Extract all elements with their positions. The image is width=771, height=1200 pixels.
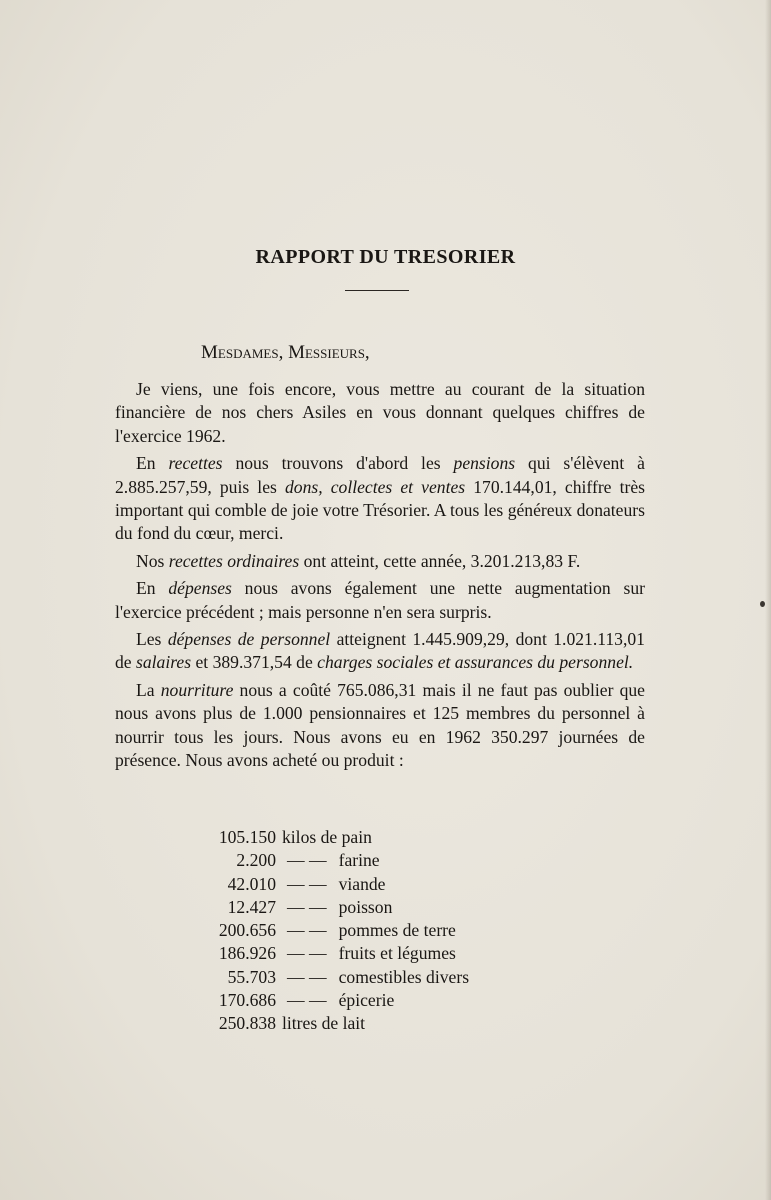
text-run: La <box>136 679 161 700</box>
page-title: RAPPORT DU TRESORIER <box>255 246 516 268</box>
paragraph <box>115 550 645 573</box>
ditto-marks: — — <box>287 920 327 941</box>
ditto-marks: — — <box>287 990 327 1011</box>
page-edge-shadow <box>765 0 771 1200</box>
quantity: 250.838 <box>218 1013 276 1034</box>
paragraph <box>115 679 645 773</box>
item-name: viande <box>338 873 386 894</box>
text-run: Les <box>136 629 168 650</box>
ink-speck <box>760 601 765 607</box>
item-name: fruits et légumes <box>338 943 456 964</box>
list-item <box>150 826 469 849</box>
unit-label: kilos de pain <box>282 827 372 847</box>
ditto-marks: — — <box>287 850 327 871</box>
paragraph <box>115 628 645 675</box>
italic-term: dépenses <box>168 578 232 599</box>
list-item <box>150 966 469 989</box>
text-run: atteignent 1.445.909,29, dont 1.021.113,01 de <box>115 629 645 673</box>
quantity: 200.656 <box>218 920 276 941</box>
item-name: comestibles divers <box>338 966 470 987</box>
italic-term: dépenses de personnel <box>167 629 331 650</box>
text-run: nous a coûté 765.086,31 mais il ne faut pas oublier que nous avons plus de 1.000 pensionnaires et 125 membres du personnel à nourrir tous les jours. Nous avons eu en 1962 350.297 journées de présence. Nous avons acheté ou produit : <box>115 679 645 771</box>
italic-term: nourriture <box>160 679 234 700</box>
text-run: ont atteint, cette année, 3.201.213,83 F. <box>299 550 581 571</box>
quantity: 2.200 <box>236 850 276 871</box>
item-name: épicerie <box>338 990 395 1011</box>
list-item <box>150 1012 469 1035</box>
paragraph <box>115 378 645 448</box>
text-run: Nos <box>136 550 169 571</box>
text-run: Je viens, une fois encore, vous mettre au courant de la situation financière de nos chers Asiles en vous donnant quelques chiffres de l'exercice 1962. <box>115 379 645 446</box>
text-run: 170.144,01, chiffre très important qui comble de joie votre Trésorier. A tous les généreux donateurs du fond du cœur, merci. <box>115 476 646 544</box>
italic-term: charges sociales et assurances du personnel. <box>317 652 634 673</box>
text-run: nous avons également une nette augmentation sur l'exercice précédent ; mais personne n'en sera surpris. <box>115 578 645 622</box>
italic-term: recettes ordinaires <box>168 550 300 571</box>
italic-term: pensions <box>453 453 516 474</box>
list-item <box>150 896 469 919</box>
quantity: 42.010 <box>227 873 276 894</box>
list-item <box>150 989 469 1012</box>
ditto-marks: — — <box>287 896 327 917</box>
ditto-marks: — — <box>287 873 327 894</box>
italic-term: dons, collectes et ventes <box>284 476 466 497</box>
text-run: et 389.371,54 de <box>191 652 318 673</box>
ditto-marks: — — <box>287 966 327 987</box>
quantity: 186.926 <box>218 943 276 964</box>
ditto-marks: — — <box>287 943 327 964</box>
list-item <box>150 919 469 942</box>
text-run: nous trouvons d'abord les <box>222 453 454 474</box>
salutation: Mesdames, Messieurs, <box>201 342 370 363</box>
food-quantity-list <box>150 826 469 1036</box>
item-name: poisson <box>338 896 393 917</box>
quantity: 12.427 <box>227 896 276 917</box>
quantity: 55.703 <box>227 966 276 987</box>
list-item <box>150 849 469 872</box>
title-divider <box>345 290 409 291</box>
quantity: 170.686 <box>218 990 276 1011</box>
list-item <box>150 873 469 896</box>
quantity: 105.150 <box>218 827 276 847</box>
paragraph <box>115 452 645 546</box>
text-run: En <box>136 578 169 599</box>
italic-term: salaires <box>136 652 192 673</box>
list-item <box>150 942 469 965</box>
item-name: farine <box>338 850 380 871</box>
text-run: qui s'élèvent à 2.885.257,59, puis les <box>115 453 645 497</box>
text-run: En <box>136 453 169 474</box>
unit-label: litres de lait <box>282 1013 366 1034</box>
italic-term: recettes <box>168 453 223 474</box>
item-name: pommes de terre <box>338 920 456 941</box>
paragraph <box>115 577 645 624</box>
report-body <box>115 378 645 773</box>
